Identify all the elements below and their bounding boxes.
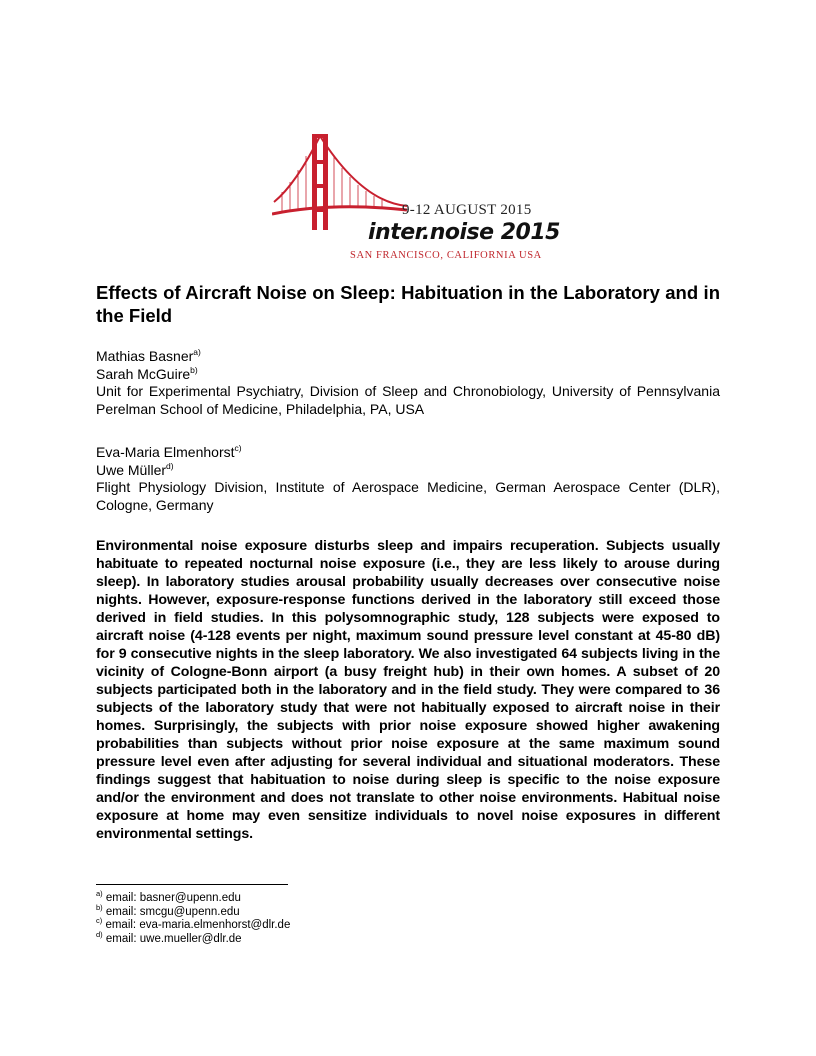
footnote-divider [96, 884, 288, 885]
footnote-email: email: uwe.mueller@dlr.de [105, 932, 242, 945]
conference-date: 9-12 AUGUST 2015 [402, 202, 532, 218]
footnote-item [96, 889, 290, 906]
author-line [96, 444, 720, 462]
footnote-item [96, 929, 290, 947]
author-affiliation: Flight Physiology Division, Institute of Aerospace Medicine, German Aerospace Center (DLR), Cologne, Germany [96, 479, 720, 513]
author-line [96, 366, 720, 384]
footnote-email: email: basner@upenn.edu [105, 892, 241, 904]
footnote-mark: b) [96, 902, 103, 912]
footnotes [96, 889, 291, 946]
conference-name: inter.noise 2015 [368, 220, 560, 245]
footnote-mark: d) [166, 460, 174, 471]
author-affiliation: Unit for Experimental Psychiatry, Division of Sleep and Chronobiology, University of Pennsylvania Perelman School of Medicine, Philadelphia, PA, USA [96, 383, 720, 417]
footnote-mark: b) [190, 364, 198, 375]
author-name: Uwe Müller [96, 461, 167, 478]
footnote-item [96, 902, 290, 920]
footnote-mark: d) [96, 929, 103, 939]
author-group-1 [96, 348, 720, 418]
conference-logo [272, 132, 560, 262]
footnote-item [96, 916, 291, 933]
abstract: Environmental noise exposure disturbs sleep and impairs recuperation. Subjects usually habituate to repeated nocturnal noise exposure (i.e., they are less likely to arouse during sleep). In laboratory studies arousal probability usually decreases over consecutive noise nights. However, exposure-response functions derived in the laboratory still exceed those derived in field studies. In this polysomnographic study, 128 subjects were exposed to aircraft noise (4-128 events per night, maximum sound pressure level constant at 45-80 dB) for 9 consecutive nights in the sleep laboratory. We also investigated 64 subjects living in the vicinity of Cologne-Bonn airport (a busy freight hub) in their own homes. A subset of 20 subjects participated both in the laboratory and in the field study. They were compared to 36 subjects of the laboratory study that were not habitually exposed to aircraft noise in their homes. Surprisingly, the subjects with prior noise exposure showed higher awakening probabilities than subjects without prior noise exposure at the same maximum sound pressure level even after adjusting for several individual and situational moderators. These findings suggest that habituation to noise during sleep is specific to the noise exposure and/or the environment and does not translate to other noise environments. Habitual noise exposure at home may even sensitize individuals to novel noise exposures in different environmental settings. [96, 538, 720, 842]
author-name: Mathias Basner [96, 348, 194, 364]
footnote-mark: c) [234, 443, 242, 453]
author-name: Sarah McGuire [96, 365, 191, 382]
conference-location: SAN FRANCISCO, CALIFORNIA USA [350, 250, 542, 261]
author-line [96, 348, 720, 366]
footnote-email: email: eva-maria.elmenhorst@dlr.de [105, 919, 291, 931]
paper-title: Effects of Aircraft Noise on Sleep: Habituation in the Laboratory and in the Field [96, 282, 720, 326]
footnote-mark: c) [96, 916, 103, 925]
author-group-2 [96, 444, 720, 514]
author-line [96, 462, 720, 480]
author-name: Eva-Maria Elmenhorst [96, 444, 235, 460]
footnote-mark: a) [96, 889, 103, 898]
footnote-email: email: smcgu@upenn.edu [105, 905, 240, 918]
golden-gate-bridge-icon [272, 132, 407, 232]
footnote-mark: a) [193, 347, 201, 357]
